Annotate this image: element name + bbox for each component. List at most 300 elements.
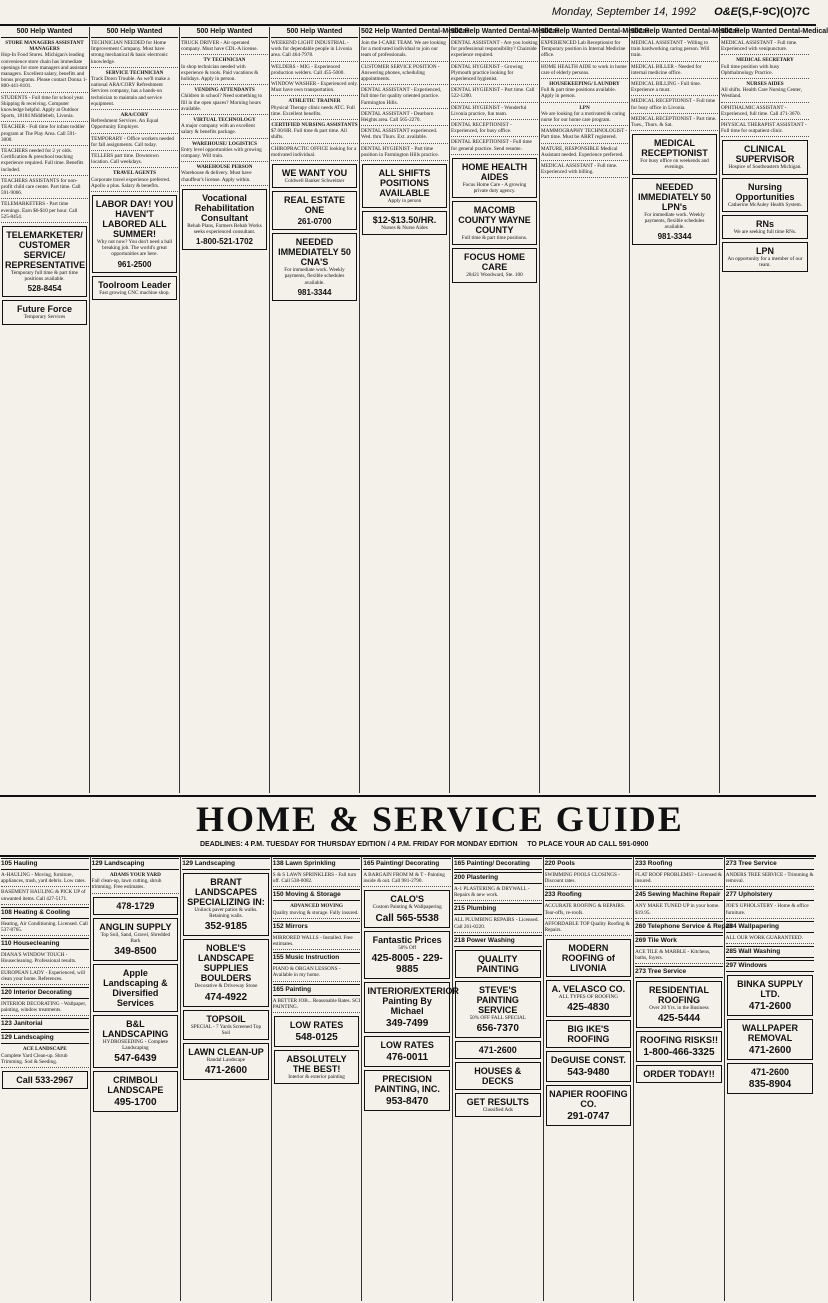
directory-display-ad bbox=[274, 1016, 360, 1047]
classified-ad bbox=[91, 112, 178, 134]
display-ad-text: Focus Home Care - A growing private duty agency. bbox=[462, 181, 527, 195]
classified-ad bbox=[631, 40, 718, 62]
column-heading: 502 Help Wanted Dental-Medical bbox=[361, 27, 448, 38]
ad-body: TEMPORARY - Office workers needed for fall assignments. Call today. bbox=[91, 135, 174, 148]
display-ad bbox=[2, 226, 87, 297]
directory-column bbox=[181, 856, 272, 1301]
directory-listing bbox=[92, 872, 180, 894]
directory-display-ad bbox=[364, 982, 459, 1033]
classified-ad bbox=[361, 146, 448, 161]
classified-ad bbox=[271, 146, 358, 161]
display-ad bbox=[722, 140, 808, 174]
display-ad-headline: INTERIOR/EXTERIOR Painting By Michael bbox=[367, 985, 459, 1016]
display-ad-text: Apply in person bbox=[387, 198, 422, 205]
display-ad-headline: RNs bbox=[755, 218, 774, 229]
display-ad-headline: REAL ESTATE ONE bbox=[283, 195, 345, 216]
page-code: (S,F-9C)(O)7C bbox=[737, 6, 810, 18]
classified-ad bbox=[721, 57, 809, 79]
ad-title: WAREHOUSE/ LOGISTICS bbox=[191, 140, 257, 147]
display-ad-phone: 981-3344 bbox=[657, 232, 692, 242]
directory-category-heading: 200 Plastering bbox=[454, 872, 542, 884]
ad-title: WAREHOUSE PERSON bbox=[196, 164, 253, 171]
directory-display-ad bbox=[364, 1070, 450, 1111]
classified-ad bbox=[631, 64, 718, 79]
display-ad bbox=[362, 211, 447, 235]
display-ad-text: Temporary full time & part time positions available. bbox=[11, 270, 78, 283]
directory-category-heading: 273 Tree Service bbox=[726, 858, 815, 870]
ad-title: ATHLETIC TRAINER bbox=[288, 98, 341, 105]
ad-title: VENDING ATTENDANTS bbox=[194, 87, 255, 94]
display-ad-headline: Call 533-2967 bbox=[16, 1075, 74, 1086]
directory-category-heading: 129 Landscaping bbox=[182, 858, 270, 870]
listing-body: PIANO & ORGAN LESSONS - Available in my home. bbox=[272, 966, 341, 979]
ad-body: DENTAL RECEPTIONIST - Full time for general practice. Send resume. bbox=[451, 139, 532, 152]
display-ad-phone: 425-8005 - 229-9885 bbox=[371, 952, 443, 975]
directory-listing bbox=[545, 903, 633, 918]
display-ad-headline: 471-2600 bbox=[478, 1045, 517, 1056]
classified-ad bbox=[181, 164, 268, 186]
ad-title: NURSES AIDES bbox=[746, 81, 784, 88]
ad-body: HOME HEALTH AIDE to work in home care of elderly persons. bbox=[541, 63, 627, 76]
column-heading: 502 Help Wanted Dental-Medical bbox=[451, 27, 538, 38]
listing-body: DIANA'S WINDOW TOUCH - Housecleaning. Professional results. bbox=[1, 952, 77, 965]
display-ad-phone: 953-8470 bbox=[386, 1095, 429, 1107]
display-ad-phone: 471-2600 bbox=[748, 1001, 792, 1013]
display-ad-phone: 1-800-466-3325 bbox=[643, 1047, 715, 1059]
display-ad bbox=[92, 276, 177, 300]
directory-display-ad bbox=[636, 1065, 722, 1083]
display-ad-headline: NEEDED IMMEDIATELY 50 LPN's bbox=[638, 181, 711, 212]
display-ad-headline: FOCUS HOME CARE bbox=[463, 252, 525, 273]
classified-ad bbox=[451, 64, 538, 86]
ad-body: TEACHERS ASSISTANTS for non-profit child care center. Part time. Call 591-9066. bbox=[1, 177, 81, 197]
directory-display-ad bbox=[183, 873, 269, 936]
display-ad-headline: CRIMBOLI LANDSCAPE bbox=[107, 1075, 164, 1096]
ad-body: DENTAL HYGIENIST - Growing Plymouth practice looking for experienced hygienist. bbox=[451, 63, 523, 83]
directory-listing bbox=[726, 903, 815, 918]
directory-category-heading: 105 Hauling bbox=[1, 858, 89, 870]
classified-ad bbox=[361, 64, 448, 86]
directory-category-heading: 155 Music Instruction bbox=[273, 952, 361, 964]
classified-ad bbox=[271, 64, 358, 79]
section-label: O&E bbox=[714, 6, 738, 18]
display-ad-phone: 471-2600 bbox=[204, 1065, 248, 1077]
ad-body: We are looking for a motivated & caring nurse for our home care program. bbox=[541, 110, 626, 124]
display-ad bbox=[722, 178, 808, 212]
display-ad-headline: B&L LANDSCAPING bbox=[102, 1019, 169, 1040]
display-ad-headline: GET RESULTS bbox=[466, 1097, 529, 1108]
listing-body: A-1 PLASTERING & DRYWALL - Repairs & new work. bbox=[453, 886, 530, 899]
display-ad-headline: LOW RATES bbox=[289, 1020, 344, 1031]
ad-body: STUDENTS - Full time for school year. Shipping & receiving. Computer knowledge helpful. Apply at Outdoor Sports, 18184 Middlebelt, Livonia. bbox=[1, 94, 85, 120]
directory-category-heading: 129 Landscaping bbox=[1, 1032, 89, 1044]
directory-display-ad bbox=[93, 918, 179, 961]
directory-display-ad bbox=[546, 1051, 632, 1082]
directory-display-ad bbox=[455, 981, 541, 1038]
ad-title: CERTIFIED NURSING ASSISTANTS bbox=[271, 122, 358, 129]
directory-display-ad bbox=[546, 939, 632, 977]
display-ad bbox=[722, 215, 808, 239]
directory-listing bbox=[726, 872, 815, 887]
directory-listing bbox=[635, 903, 723, 918]
directory-column bbox=[725, 856, 816, 1301]
column-heading: 502 Help Wanted Dental-Medical bbox=[721, 27, 809, 38]
ad-body: MEDICAL RECEPTIONIST - Part time. Tues., Thurs. & Sat. bbox=[631, 115, 717, 129]
listing-title: ADVANCED MOVING bbox=[290, 903, 343, 910]
directory-category-heading: 245 Sewing Machine Repair bbox=[635, 889, 723, 901]
classified-ad bbox=[541, 105, 628, 127]
listing-body: Fall clean-up, lawn cutting, shrub trimming. Free estimates. bbox=[91, 878, 162, 891]
listing-body: A BETTER JOB... Reasonable Rates. SCI PAINTING. bbox=[272, 997, 361, 1010]
display-ad-headline: A. VELASCO CO. bbox=[551, 984, 626, 995]
classified-ad bbox=[451, 105, 538, 120]
classified-ad bbox=[541, 128, 628, 143]
display-ad-headline: PRECISION PAINTING, INC. bbox=[374, 1073, 440, 1094]
directory-category-heading: 260 Telephone Service & Repair bbox=[635, 921, 723, 933]
ad-body: DENTAL ASSISTANT - Are you looking for professional responsibility? Chairside experience required. bbox=[451, 40, 538, 59]
display-ad-headline: HOME HEALTH AIDES bbox=[461, 161, 528, 182]
directory-display-ad bbox=[93, 1015, 179, 1068]
ad-body: Track Down Trouble. As we'll make a national ARA/CORY Refreshment Services company, has a hands-on technician to maintain and service equipment. bbox=[91, 76, 170, 107]
directory-listing bbox=[1, 1046, 89, 1068]
classified-ad bbox=[1, 201, 88, 223]
listing-body: ALL OUR WORK GUARANTEED. bbox=[725, 934, 803, 941]
ad-body: DENTAL ASSISTANT - Experienced, full time for quality oriented practice. Farmington Hills. bbox=[361, 87, 442, 106]
display-ad-text: 28421 Woodward, Ste. 100 bbox=[466, 272, 523, 279]
classified-ad bbox=[721, 122, 809, 137]
directory-listing bbox=[635, 872, 723, 887]
ad-body: PHYSICAL THERAPIST ASSISTANT - Full time for outpatient clinic. bbox=[721, 122, 807, 135]
display-ad bbox=[632, 134, 717, 174]
directory-listing bbox=[273, 966, 361, 981]
directory-listing bbox=[1, 952, 89, 967]
directory-category-heading: 165 Painting/ Decorating bbox=[363, 858, 451, 870]
classified-column bbox=[720, 27, 828, 793]
classified-ad bbox=[451, 40, 538, 62]
display-ad-text: Over 20 Yrs. in the Business bbox=[649, 1005, 709, 1012]
ad-body: CHIROPRACTIC OFFICE looking for a motivated individual. bbox=[271, 145, 357, 158]
classified-ad bbox=[1, 95, 88, 123]
guide-deadlines bbox=[200, 841, 648, 848]
directory-category-heading: 215 Plumbing bbox=[454, 903, 542, 915]
display-ad-text: Decorative & Driveway Stone bbox=[194, 983, 258, 990]
ad-body: EXPERIENCED Lab Receptionist for Temporary position in Internal Medicine office. bbox=[541, 40, 626, 59]
directory-column bbox=[544, 856, 635, 1301]
ad-body: MEDICAL ASSISTANT - Full time. Experienced with venipuncture. bbox=[721, 40, 798, 53]
display-ad-headline: NAPIER ROOFING CO. bbox=[549, 1089, 628, 1110]
display-ad bbox=[182, 189, 267, 250]
ad-body: Full & part time positions available. Apply in person. bbox=[541, 87, 616, 100]
ad-body: TECHNICIAN NEEDED for Home Improvement Company. Must have strong mechanical & basic electronic knowledge. bbox=[91, 40, 168, 65]
directory-column bbox=[362, 856, 459, 1301]
display-ad-headline: $12-$13.50/HR. bbox=[372, 215, 437, 226]
display-ad-headline: WE WANT YOU bbox=[281, 168, 348, 179]
directory-category-heading: 120 Interior Decorating bbox=[1, 987, 89, 999]
display-ad-phone: 352-9185 bbox=[204, 921, 248, 933]
ad-body: In shop technician needed with experience & tools. Paid vacations & holidays. Apply in person. bbox=[181, 63, 259, 83]
classified-ad bbox=[721, 81, 809, 103]
display-ad bbox=[92, 195, 177, 273]
display-ad-headline: BIG IKE'S ROOFING bbox=[567, 1024, 610, 1045]
ad-body: Warehouse & delivery. Must have chauffeur's license. Apply within. bbox=[181, 170, 252, 183]
ad-body: TEACHER - Full time for infant toddler program at The Play Area. Call 591-3000. bbox=[1, 124, 85, 143]
classified-ad bbox=[631, 98, 718, 113]
display-ad-headline: WALLPAPER REMOVAL bbox=[742, 1023, 798, 1044]
directory-category-heading: 129 Landscaping bbox=[92, 858, 180, 870]
display-ad-text: Coldwell Banker Schweitzer bbox=[284, 178, 345, 185]
display-ad-text: We are seeking full time RNs. bbox=[733, 228, 797, 235]
directory-display-ad bbox=[183, 1043, 269, 1080]
ad-body: DENTAL ASSISTANT experienced. Wed. thru Thurs. Ext. available. bbox=[361, 128, 438, 141]
display-ad-headline: NEEDED IMMEDIATELY 50 CNA'S bbox=[278, 237, 351, 268]
listing-body: Heating, Air Conditioning. Licensed. Call 537-8765. bbox=[1, 920, 88, 934]
display-ad-headline: TELEMARKETER/ CUSTOMER SERVICE/ REPRESENTATIVE bbox=[5, 230, 86, 271]
directory-category-heading: 165 Painting bbox=[273, 984, 361, 996]
listing-body: ANY MAKE TUNED UP in your home. $19.95. bbox=[635, 903, 720, 916]
directory-category-heading: 123 Janitorial bbox=[1, 1018, 89, 1030]
ad-body: Corporate travel experience preferred. Apollo a plus. Salary & benefits. bbox=[91, 176, 171, 189]
ad-body: TEACHERS needed for 2 yr olds. Certification & preschool teaching experience required. Full time. Benefits included. bbox=[1, 148, 84, 173]
display-ad-phone: Call 565-5538 bbox=[375, 912, 439, 924]
ad-title: MEDICAL SECRETARY bbox=[736, 57, 794, 64]
directory-column bbox=[0, 856, 91, 1301]
classified-ad bbox=[541, 40, 628, 62]
display-ad-text: Fast growing CNC machine shop. bbox=[99, 289, 170, 296]
classified-ad bbox=[181, 117, 268, 139]
display-ad-text: For immediate work. Weekly payments, flexible schedules available. bbox=[284, 267, 345, 286]
display-ad-text: Custom Painting & Wallpapering bbox=[372, 904, 442, 911]
directory-listing bbox=[363, 872, 451, 887]
directory-display-ad bbox=[636, 1031, 722, 1062]
place-ad-phone: TO PLACE YOUR AD CALL 591-0900 bbox=[527, 841, 649, 848]
display-ad-headline: MEDICAL RECEPTIONIST bbox=[641, 138, 708, 159]
display-ad-headline: CALO'S bbox=[390, 894, 424, 905]
display-ad-phone: 495-1700 bbox=[114, 1097, 157, 1109]
directory-display-ad bbox=[455, 1093, 541, 1117]
listing-body: SWIMMING POOLS CLOSINGS - Discount rates. bbox=[544, 872, 620, 885]
ad-body: MEDICAL BILLER - Needed for internal medicine office. bbox=[631, 63, 702, 76]
ad-body: CUSTOMER SERVICE POSITION - Answering phones, scheduling appointments. bbox=[361, 63, 440, 83]
display-ad-phone: 291-0747 bbox=[567, 1111, 610, 1123]
column-heading: 502 Help Wanted Dental-Medical bbox=[631, 27, 718, 38]
classified-ad bbox=[451, 87, 538, 102]
ad-body: MEDICAL ASSISTANT - Full time. Experienced with billing. bbox=[541, 163, 618, 176]
display-ad-headline: CLINICAL SUPERVISOR bbox=[735, 144, 795, 165]
display-ad-headline: BRANT LANDSCAPES SPECIALIZING IN: bbox=[187, 877, 265, 907]
directory-display-ad bbox=[636, 981, 722, 1028]
display-ad bbox=[272, 233, 357, 301]
ad-body: WEEKEND LIGHT INDUSTRIAL - work for dependable people in Livonia area. Call 464-7978. bbox=[271, 40, 352, 59]
directory-category-heading: 108 Heating & Cooling bbox=[1, 907, 89, 919]
classified-ad bbox=[181, 87, 268, 115]
display-ad-headline: ANGLIN SUPPLY bbox=[99, 921, 172, 932]
display-ad-headline: QUALITY PAINTING bbox=[476, 953, 519, 974]
listing-body: Complete Yard Clean-up. Shrub Trimming. Sod & Seeding. bbox=[1, 1052, 68, 1065]
display-ad-headline: MODERN ROOFING of LIVONIA bbox=[561, 943, 615, 974]
directory-display-ad bbox=[727, 975, 814, 1016]
ad-body: TELEMARKETERS - Part time evenings. Earn $6-$10 per hour. Call 525-8454. bbox=[1, 201, 78, 220]
display-ad-headline: Nursing Opportunities bbox=[735, 181, 795, 202]
listing-body: JOE'S UPHOLSTERY - Home & office furniture. bbox=[725, 903, 809, 916]
ad-title: LPN bbox=[579, 104, 590, 111]
listing-body: ACCURATE ROOFING & REPAIRS. Tear-offs, re-roofs. bbox=[544, 903, 626, 916]
ad-title: VIRTUAL TECHNOLOGY bbox=[193, 117, 256, 124]
display-ad-phone: 981-3344 bbox=[297, 287, 332, 297]
directory-listing bbox=[726, 935, 815, 944]
directory-display-ad bbox=[364, 1036, 450, 1067]
directory-listing bbox=[545, 872, 633, 887]
classified-ad bbox=[271, 40, 358, 62]
directory-category-heading: 233 Roofing bbox=[635, 858, 723, 870]
ad-body: DENTAL ASSISTANT - Dearborn Heights area. Call 565-2270. bbox=[361, 110, 434, 124]
display-ad-text: Nurses & Nurse Aides bbox=[381, 225, 428, 232]
classified-column bbox=[180, 27, 270, 793]
display-ad bbox=[362, 164, 447, 208]
classified-ad bbox=[361, 128, 448, 143]
directory-display-ad bbox=[274, 1050, 360, 1084]
display-ad-phone: 261-0700 bbox=[297, 217, 332, 227]
directory-column bbox=[634, 856, 734, 1301]
listing-body: AFFORDABLE TOP Quality Roofing & Repairs. bbox=[544, 920, 630, 934]
classified-ad bbox=[721, 40, 809, 55]
listing-body: ANDERS TREE SERVICE - Trimming & removal. bbox=[725, 872, 814, 885]
ad-body: Full time position with busy Ophthalmology Practice. bbox=[721, 63, 780, 76]
display-ad-text: For immediate work. Weekly payments, flexible schedules available. bbox=[644, 211, 705, 231]
display-ad-text: Randal Landscape bbox=[206, 1057, 246, 1064]
display-ad-headline: 478-1729 bbox=[116, 900, 155, 911]
directory-display-ad bbox=[546, 1020, 632, 1048]
directory-category-heading: 165 Painting/ Decorating bbox=[454, 858, 542, 870]
listing-body: INTERIOR DECORATING - Wallpaper, painting, window treatments. bbox=[1, 1001, 87, 1014]
classified-ad bbox=[1, 178, 88, 200]
display-ad-phone: 547-6439 bbox=[114, 1053, 157, 1065]
classified-ad bbox=[91, 153, 178, 168]
display-ad-headline: Vocational Rehabilitation Consultant bbox=[194, 192, 255, 223]
display-ad-phone: 656-7370 bbox=[476, 1023, 519, 1035]
directory-category-heading: 277 Upholstery bbox=[726, 889, 815, 901]
guide-title: HOME & SERVICE GUIDE bbox=[196, 799, 684, 839]
directory-category-heading: 150 Moving & Storage bbox=[273, 889, 361, 901]
display-ad bbox=[632, 178, 717, 246]
display-ad-phone: 548-0125 bbox=[295, 1032, 338, 1044]
classified-column bbox=[270, 27, 360, 793]
listing-body: Quality moving & storage. Fully insured. bbox=[272, 909, 359, 916]
ad-body: DENTAL RECEPTIONIST - Experienced, for busy office. bbox=[451, 122, 512, 135]
display-ad-text: 50% Off bbox=[398, 944, 417, 951]
masthead bbox=[0, 3, 816, 25]
directory-listing bbox=[1, 872, 89, 887]
display-ad-phone: 543-9480 bbox=[567, 1067, 610, 1079]
display-ad-text: Catherine McAuley Health System. bbox=[727, 201, 803, 208]
directory-listing bbox=[273, 998, 361, 1013]
classified-ad bbox=[181, 141, 268, 163]
classified-ad bbox=[271, 81, 358, 96]
directory-display-ad bbox=[455, 1041, 541, 1059]
directory-category-heading: 269 Tile Work bbox=[635, 935, 723, 947]
display-ad-headline: Fantastic Prices bbox=[372, 934, 442, 945]
display-ad bbox=[452, 248, 537, 282]
listing-body: BASEMENT HAULING & PICK UP of unwanted items. Call 427-5171. bbox=[1, 889, 86, 902]
display-ad-text: For busy office on weekends and evenings. bbox=[640, 158, 709, 171]
display-ad bbox=[452, 201, 537, 245]
ad-body: DENTAL HYGIENIST - Part time. Call 522-1200. bbox=[451, 87, 535, 100]
directory-listing bbox=[1, 970, 89, 985]
column-heading: 500 Help Wanted bbox=[181, 27, 268, 38]
display-ad-text: HYDROSEEDING - Complete Landscaping bbox=[102, 1039, 168, 1052]
display-ad-text: SPECIAL - 7 Yards Screened Top Soil bbox=[190, 1023, 262, 1036]
directory-display-ad bbox=[2, 1071, 88, 1089]
directory-column bbox=[453, 856, 544, 1301]
display-ad-text: Top Soil, Sand, Gravel, Shredded Bark bbox=[100, 931, 171, 944]
ad-body: DENTAL HYGIENIST - Part time position in Farmington Hills practice. bbox=[361, 145, 439, 158]
directory-category-heading: 138 Lawn Sprinkling bbox=[273, 858, 361, 870]
ad-body: TRUCK DRIVER - Air operated company. Must have CDL-A license. bbox=[181, 40, 258, 53]
display-ad-text: Full time & part time positions. bbox=[461, 235, 528, 242]
listing-body: FLAT ROOF PROBLEMS? - Licensed & insured. bbox=[635, 872, 722, 885]
directory-category-heading: 284 Wallpapering bbox=[726, 921, 815, 933]
ad-body: Entry level opportunities with growing company. Will train. bbox=[181, 146, 262, 160]
ad-body: Children in school? Need something to fill in the open spaces? Morning hours available. bbox=[181, 93, 263, 112]
directory-display-ad bbox=[183, 1010, 269, 1040]
display-ad-headline: HOUSES & DECKS bbox=[474, 1066, 522, 1087]
ad-title: HOUSEKEEPING/ LAUNDRY bbox=[549, 81, 620, 88]
display-ad-headline: MACOMB COUNTY WAYNE COUNTY bbox=[458, 205, 531, 236]
directory-listing bbox=[635, 949, 723, 964]
ad-body: MEDICAL ASSISTANT - Willing to train hardworking caring person. Will train. bbox=[631, 40, 710, 59]
masthead-rule bbox=[0, 24, 816, 26]
display-ad-text: Hospice of Southeastern Michigan. bbox=[728, 164, 802, 171]
ad-body: Physical Therapy clinic needs ATC. Full time. Excellent benefits. bbox=[271, 104, 355, 117]
ad-body: A major company with an excellent salary & benefits package. bbox=[181, 123, 255, 136]
display-ad-headline: Apple Landscaping & Diversified Services bbox=[103, 968, 168, 1009]
ad-title: SERVICE TECHNICIAN bbox=[105, 69, 164, 76]
ad-title: ARA/CORY bbox=[120, 112, 149, 119]
display-ad-headline: STEVE'S PAINTING SERVICE bbox=[476, 984, 519, 1015]
ad-body: TELLERS part time. Downtown location. Call weekdays. bbox=[91, 153, 159, 166]
directory-listing bbox=[1, 1001, 89, 1016]
classified-ad bbox=[271, 98, 358, 120]
listing-body: MIRRORED WALLS - Installed. Free estimates. bbox=[272, 934, 353, 948]
display-ad-headline: 471-2600 bbox=[751, 1067, 790, 1078]
display-ad-text: Rehab Plans, Farmers Rehab Works seeks experienced consultant. bbox=[187, 222, 262, 236]
display-ad-headline: LAWN CLEAN-UP bbox=[188, 1047, 264, 1058]
directory-listing bbox=[273, 872, 361, 887]
classified-ad bbox=[271, 122, 358, 144]
classified-ad bbox=[91, 136, 178, 151]
display-ad-text: 50% OFF FALL SPECIAL bbox=[469, 1014, 526, 1021]
display-ad-phone: 471-2600 bbox=[748, 1045, 792, 1057]
classified-column bbox=[630, 27, 739, 793]
display-ad-phone: 474-4922 bbox=[204, 991, 248, 1003]
ad-body: WELDERS - MIG - Experienced production welders. Call 455-5000. bbox=[271, 63, 345, 76]
classified-column bbox=[540, 27, 649, 793]
display-ad-phone: 1-800-521-1702 bbox=[196, 237, 253, 247]
directory-display-ad bbox=[546, 1085, 632, 1126]
listing-title: ADAMS YOUR YARD bbox=[109, 872, 161, 878]
directory-listing bbox=[1, 889, 89, 904]
listing-body: A BARGAIN FROM M & T - Painting inside & out. Call 981-2790. bbox=[363, 872, 445, 885]
display-ad-phone: 425-4830 bbox=[567, 1002, 610, 1014]
classified-ad bbox=[721, 105, 809, 120]
column-heading: 500 Help Wanted bbox=[91, 27, 178, 38]
classified-ad bbox=[91, 70, 178, 110]
display-ad-phone: 961-2500 bbox=[117, 259, 152, 269]
ad-title: STORE MANAGERS ASSISTANT MANAGERS bbox=[5, 40, 84, 53]
directory-listing bbox=[545, 921, 633, 936]
classified-column bbox=[360, 27, 469, 793]
classified-column bbox=[90, 27, 180, 793]
display-ad-headline: RESIDENTIAL ROOFING bbox=[648, 985, 709, 1006]
